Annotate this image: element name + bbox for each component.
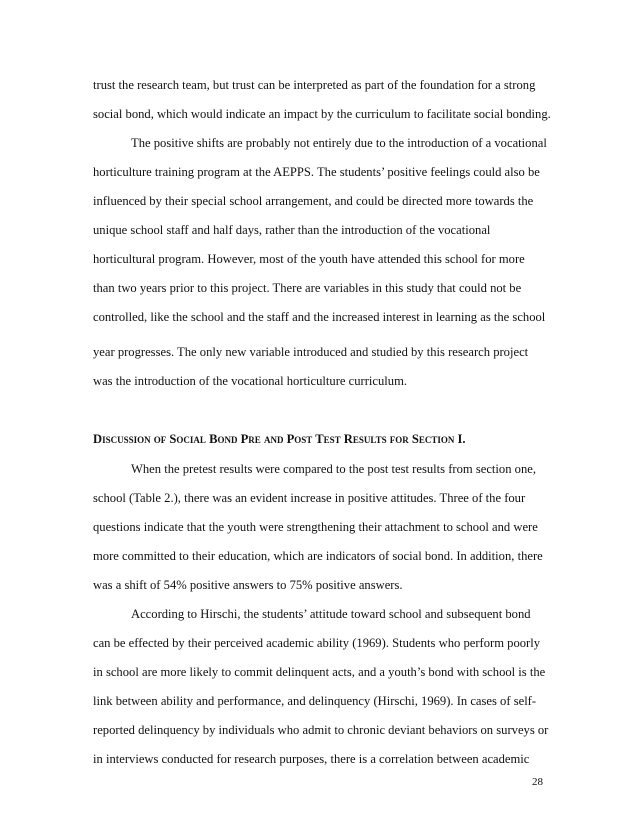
body-line: social bond, which would indicate an impact by the curriculum to facilitate social bonding. bbox=[93, 107, 551, 121]
section-heading-text: Discussion of Social Bond Pre and Post Test Results for Section I. bbox=[93, 432, 466, 446]
body-line: The positive shifts are probably not entirely due to the introduction of a vocational bbox=[131, 136, 547, 150]
body-line: horticulture training program at the AEPPS. The students’ positive feelings could also be bbox=[93, 165, 540, 179]
body-line: more committed to their education, which are indicators of social bond. In addition, there bbox=[93, 549, 543, 563]
body-line: year progresses. The only new variable introduced and studied by this research project bbox=[93, 345, 529, 359]
body-line: questions indicate that the youth were strengthening their attachment to school and were bbox=[93, 520, 538, 534]
body-line: When the pretest results were compared to the post test results from section one, bbox=[131, 462, 536, 476]
body-line: was the introduction of the vocational horticulture curriculum. bbox=[93, 374, 408, 388]
body-line: in school are more likely to commit delinquent acts, and a youth’s bond with school is the bbox=[93, 665, 546, 679]
body-line: can be effected by their perceived academic ability (1969). Students who perform poorly bbox=[93, 636, 541, 650]
section-heading bbox=[93, 431, 466, 447]
body-line: unique school staff and half days, rather than the introduction of the vocational bbox=[93, 223, 491, 237]
body-line: was a shift of 54% positive answers to 75% positive answers. bbox=[93, 578, 403, 592]
body-line: link between ability and performance, and delinquency (Hirschi, 1969). In cases of self- bbox=[93, 694, 537, 708]
body-line: in interviews conducted for research purposes, there is a correlation between academic bbox=[93, 752, 530, 766]
body-line: influenced by their special school arrangement, and could be directed more towards the bbox=[93, 194, 534, 208]
body-line: trust the research team, but trust can be interpreted as part of the foundation for a strong bbox=[93, 78, 536, 92]
body-line: reported delinquency by individuals who admit to chronic deviant behaviors on surveys or bbox=[93, 723, 549, 737]
body-line: controlled, like the school and the staff and the increased interest in learning as the school bbox=[93, 310, 546, 324]
body-line: horticultural program. However, most of the youth have attended this school for more bbox=[93, 252, 525, 266]
body-line: than two years prior to this project. There are variables in this study that could not be bbox=[93, 281, 522, 295]
page-number: 28 bbox=[532, 776, 543, 788]
body-line: school (Table 2.), there was an evident increase in positive attitudes. Three of the four bbox=[93, 491, 526, 505]
body-line: According to Hirschi, the students’ attitude toward school and subsequent bond bbox=[131, 607, 531, 621]
